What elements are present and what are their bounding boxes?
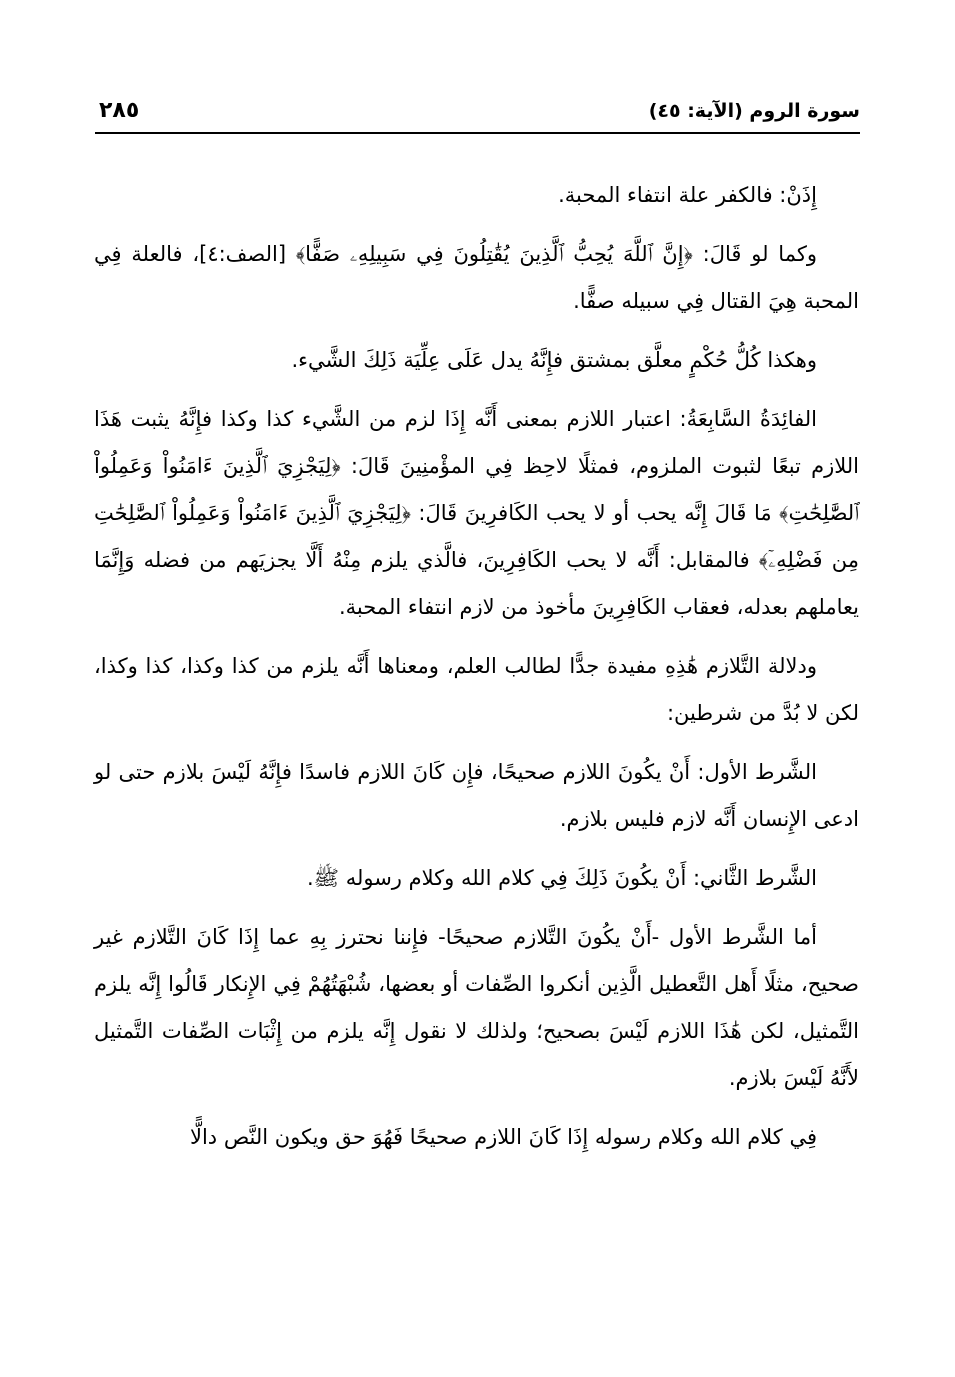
paragraph: إِذَنْ: فالكفر علة انتفاء المحبة. xyxy=(558,183,817,207)
paragraph: الفائِدَةُ السَّابِعَةُ: اعتبار اللازم بمعنى أَنَّه إِذَا لزم من الشَّيء كذا وكذا فإِنَّهُ يثبت هَذَا اللازم تبعًا لثبوت الملزوم، فمثلًا لاحِظ فِي المؤْمنِينَ قَالَ: ﴿لِيَجْزِيَ ٱلَّذِينَ ءَامَنُواْ وَعَمِلُواْ ٱلصَّٰلِحَٰتِ﴾ مَا قَالَ إِنَّه يحب أو لا يحب الكَافرِينَ قَالَ: ﴿لِيَجْزِيَ ٱلَّذِينَ ءَامَنُواْ وَعَمِلُواْ ٱلصَّٰلِحَٰتِ مِن فَضْلِهِۦٓ﴾ فالمقابل: أَنَّه لا يحب الكَافِرِينَ، فالَّذي يلزم مِنْهُ أَلَّا يجزيَهم من فضله وَإِنَّمَا يعاملهم بعدله، فعقاب الكَافِرِينَ مأخوذ من لازم انتفاء المحبة. xyxy=(94,407,859,619)
page-number: ٢٨٥ xyxy=(99,98,140,123)
paragraph: وكما لو قَالَ: ﴿إِنَّ ٱللَّهَ يُحِبُّ ٱلَّذِينَ يُقَٰتِلُونَ فِي سَبِيلِهِۦ صَفًّا﴾ [الصف:٤]، فالعلة فِي المحبة هِيَ القتال فِي سبيله صفًّا. xyxy=(94,242,859,313)
page-header xyxy=(95,96,860,132)
running-title: سورة الروم (الآية: ٤٥) xyxy=(648,100,860,122)
paragraph: الشَّرط الثَّاني: أَنْ يكُونَ ذَلِكَ فِي كلام الله وكلام رسوله ﷺ. xyxy=(306,866,817,890)
paragraph: وهكذا كُلُّ حُكْمٍ معلَّق بمشتق فإِنَّهُ يدل عَلَى عِلِّيَة ذَلِكَ الشَّيء. xyxy=(291,348,817,372)
paragraph: ودلالة التَّلازم هَٰذِهِ مفيدة جدًّا لطالب العلم، ومعناها أَنَّه يلزم من كذا وكذا، كذا وكذا، لكن لا بُدَّ من شرطين: xyxy=(94,654,859,725)
header-rule xyxy=(95,132,860,134)
paragraph: الشَّرط الأول: أَنْ يكُونَ اللازم صحيحًا، فإِن كَانَ اللازم فاسدًا فإِنَّهُ لَيْسَ بلازم حتى لو ادعى الإِنسان أَنَّه لازم فليس بلازم. xyxy=(94,760,859,831)
page-body xyxy=(94,172,859,1173)
paragraph: أما الشَّرط الأول -أَنْ يكُونَ التَّلازم صحيحًا- فإِننا نحترز بِهِ عما إِذَا كَانَ التَّلازم غير صحيح، مثلًا أَهل التَّعطيل الَّذِين أنكروا الصِّفات أو بعضها، شُبْهَتُهُمْ فِي الإِنكار قَالُوا إِنَّه يلزم التَّمثيل، لكن هَٰذَا اللازم لَيْسَ بصحيح؛ ولذلك لا نقول إِنَّه يلزم من إِثْبَات الصِّفات التَّمثيل لأَنَّهُ لَيْسَ بلازم. xyxy=(94,925,859,1090)
paragraph: فِي كلام الله وكلام رسوله إِذَا كَانَ اللازم صحيحًا فَهُوَ حق ويكون النَّص دالًّا xyxy=(189,1125,817,1149)
